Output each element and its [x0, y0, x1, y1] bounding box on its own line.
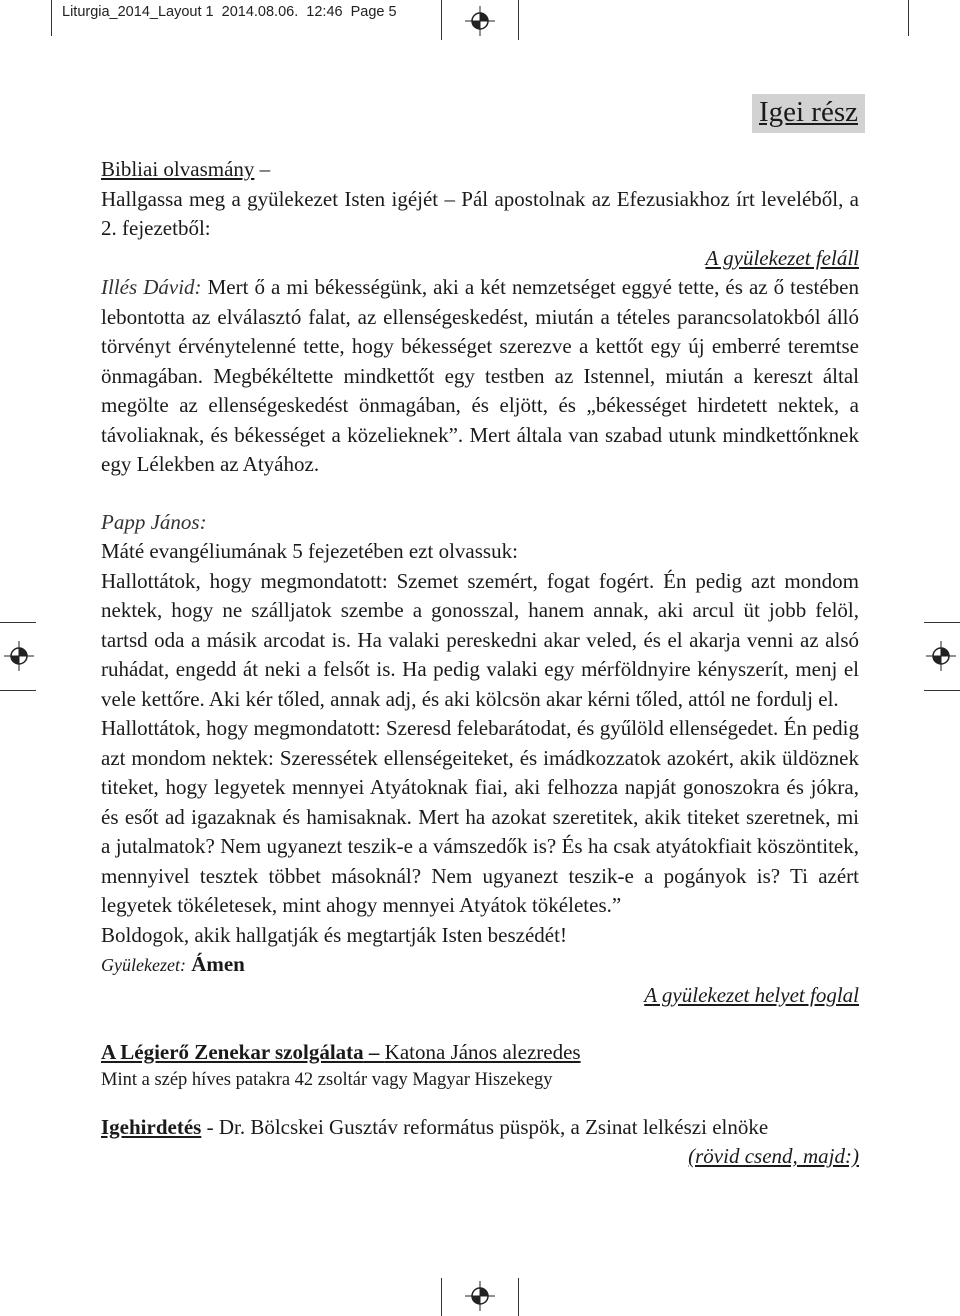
sermon-line: [101, 1113, 859, 1143]
reading-heading: Bibliai olvasmány: [101, 157, 255, 181]
page-content: [101, 155, 859, 1172]
crop-mark-bottom-inner-v2: [518, 1278, 519, 1316]
band-leader: Katona János alezredes: [384, 1040, 581, 1064]
registration-mark-icon: [926, 641, 956, 671]
reading-closing: Boldogok, akik hallgatják és megtartják Isten beszédét!: [101, 922, 567, 947]
registration-mark-icon: [465, 1281, 495, 1311]
stand-instruction: A gyülekezet feláll: [705, 245, 859, 270]
reading-heading-dash: –: [254, 157, 271, 181]
reading-heading-line: [101, 155, 859, 185]
sit-instruction: A gyülekezet helyet foglal: [644, 982, 859, 1007]
section-title: Igei rész: [752, 94, 865, 133]
response-label: Gyülekezet:: [101, 955, 186, 975]
crop-mark-left-mid-h: [0, 622, 36, 623]
reader1-text: Mert ő a mi békességünk, aki a két nemzetséget eggyé tette, és az ő testében lebontotta az elválasztó falat, az ellenségeskedést, miután a tételes parancsolatokból álló törvényt érvénytelenné tette, hogy békességet szerezve a kettőt egy új emberré teremtse önmagában. Megbékéltette mindkettőt egy testben az Istennel, miután a kereszt által megölte az ellenségeskedést önmagában, és eljött, és „békességet hirdetett nektek, a távoliaknak, és békességet a közelieknek”. Mert általa van szabad utunk mindkettőnknek egy Lélekben az Atyához.: [101, 275, 859, 476]
crop-mark-right-mid-h2: [924, 690, 960, 691]
sermon-detail: - Dr. Bölcskei Gusztáv református püspök, a Zsinat lelkészi elnöke: [201, 1114, 769, 1139]
reader2-intro: Máté evangéliumának 5 fejezetében ezt olvassuk:: [101, 539, 518, 563]
band-pieces: Mint a szép híves patakra 42 zsoltár vagy Magyar Hiszekegy: [101, 1069, 553, 1090]
reader2-text-2: Hallottátok, hogy megmondatott: Szeresd felebarátodat, és gyűlöld ellenségedet. Én pedig azt mondom nektek: Szeressétek ellenségeiteket, és imádkozzatok azokért, akik üldöznek titeket, hogy legyetek mennyei Atyátoknak fiai, aki felhozza napját gonoszokra és jókra, és esőt ad igazaknak és hamisaknak. Mert ha azokat szeretitek, akik titeket szeretnek, mi a jutalmatok? Nem ugyanezt teszik-e a vámszedők is? És ha csak atyátokfiait köszöntitek, mennyivel tesztek többet másoknál? Nem ugyanezt teszik-e a pogányok is? Ti azért legyetek tökéletesek, mint ahogy mennyei Atyátok tökéletes.”: [101, 716, 859, 917]
reader2-text-1: Hallottátok, hogy megmondatott: Szemet szemért, fogat fogért. Én pedig azt mondom nektek, hogy ne szálljatok szembe a gonosszal, hanem annak, aki arcul üt jobb felöl, tartsd oda a másik arcodat is. Ha valaki pereskedni akar veled, és el akarja venni az alsó ruhádat, engedd át neki a felsőt is. Ha pedig valaki egy mérföldnyire kényszerít, menj el vele kettőre. Aki kér tőled, annak adj, és aki kölcsön akar kérni tőled, attól ne fordulj el.: [101, 568, 859, 711]
response-text: Ámen: [191, 952, 245, 976]
registration-mark-icon: [465, 6, 495, 36]
crop-mark-top-right-v: [908, 0, 909, 36]
reader2-name: Papp János:: [101, 509, 207, 534]
registration-mark-icon: [4, 641, 34, 671]
crop-mark-right-mid-h: [924, 622, 960, 623]
band-title: A Légierő Zenekar szolgálata: [101, 1040, 364, 1064]
crop-mark-bottom-inner-v: [441, 1278, 442, 1316]
reading-intro: Hallgassa meg a gyülekezet Isten igéjét – Pál apostolnak az Efezusiakhoz írt leveléből, a 2. fejezetből:: [101, 186, 859, 240]
crop-mark-left-mid-h2: [0, 690, 36, 691]
crop-mark-top-left-v: [51, 0, 52, 36]
reader1-name: Illés Dávid:: [101, 275, 202, 299]
sermon-note: (rövid csend, majd:): [688, 1144, 859, 1168]
crop-mark-top-inner-v: [441, 0, 442, 40]
crop-mark-top-inner-v2: [518, 0, 519, 40]
sermon-title: Igehirdetés: [101, 1114, 202, 1139]
reader1-paragraph: [101, 273, 859, 480]
print-slug: Liturgia_2014_Layout 1 2014.08.06. 12:46 Page 5: [62, 4, 397, 20]
band-dash: –: [363, 1040, 385, 1064]
response-line: [101, 950, 859, 981]
band-heading-line: [101, 1038, 859, 1068]
